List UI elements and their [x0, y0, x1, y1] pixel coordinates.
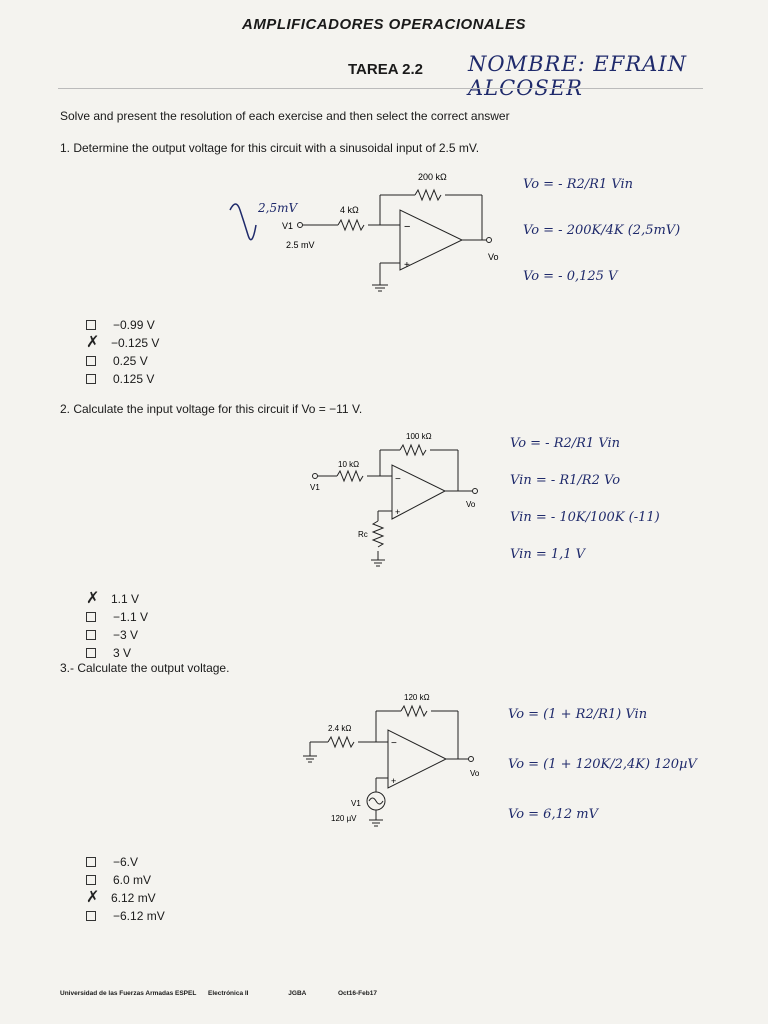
header-divider	[58, 88, 703, 89]
sine-source-icon	[230, 204, 256, 240]
checked-x-icon[interactable]: ✗	[86, 590, 100, 607]
q3-option-1[interactable]: 6.0 mV	[86, 871, 165, 889]
q1-text: 1. Determine the output voltage for this circuit with a sinusoidal input of 2.5 mV.	[60, 141, 480, 155]
footer	[60, 990, 377, 997]
footer-period: Oct16-Feb17	[337, 990, 377, 997]
q3-v1-label: V1	[351, 799, 361, 808]
q1-v1-label: V1	[282, 221, 294, 231]
page-title: AMPLIFICADORES OPERACIONALES	[241, 16, 526, 33]
q1-vo-label: Vo	[488, 252, 499, 262]
svg-text:−: −	[395, 474, 401, 485]
q1-option-1[interactable]: ✗ −0.125 V	[86, 334, 160, 351]
checkbox-icon[interactable]	[86, 374, 96, 384]
instructions: Solve and present the resolution of each exercise and then select the correct answer	[60, 109, 510, 123]
q1-r1-resistor	[338, 220, 364, 230]
q2-r1-resistor	[337, 471, 363, 481]
q2-r2-label: 100 kΩ	[406, 432, 432, 441]
q2-r1-label: 10 kΩ	[338, 460, 360, 469]
svg-text:+: +	[395, 507, 401, 517]
svg-text:−: −	[404, 221, 411, 233]
q3-vin-label: 120 µV	[331, 814, 357, 823]
q1-hand-voltage: 2,5mV	[258, 201, 298, 215]
q1-vin-label: 2.5 mV	[286, 240, 315, 250]
checked-x-icon[interactable]: ✗	[86, 889, 100, 906]
checkbox-icon[interactable]	[86, 857, 96, 867]
checkbox-icon[interactable]	[86, 612, 96, 622]
q3-option-0[interactable]: −6.V	[86, 853, 165, 871]
q3-option-3[interactable]: −6.12 mV	[86, 907, 165, 925]
q1-options	[86, 316, 159, 388]
checkbox-icon[interactable]	[86, 630, 96, 640]
student-name: NOMBRE: EFRAIN ALCOSER	[468, 52, 687, 100]
checkbox-icon[interactable]	[86, 320, 96, 330]
checkbox-icon[interactable]	[86, 911, 96, 921]
q3-r2-label: 120 kΩ	[404, 693, 430, 702]
q2-circuit-diagram	[300, 425, 500, 575]
footer-university: Universidad de las Fuerzas Armadas ESPEL	[60, 990, 197, 997]
q3-option-2[interactable]: ✗ 6.12 mV	[86, 889, 156, 906]
q1-option-2[interactable]: 0.25 V	[86, 352, 159, 370]
q3-r1-label: 2.4 kΩ	[328, 724, 352, 733]
q2-rc-resistor	[373, 521, 383, 547]
assignment-number: TAREA 2.2	[348, 61, 424, 78]
q1-r2-label: 200 kΩ	[418, 172, 447, 182]
q3-options	[86, 853, 165, 925]
checked-x-icon[interactable]: ✗	[86, 334, 100, 351]
q2-text: 2. Calculate the input voltage for this circuit if Vo = −11 V.	[60, 402, 363, 416]
svg-text:+: +	[404, 260, 410, 271]
svg-text:+: +	[391, 776, 397, 786]
q3-handwritten-work: Vo = (1 + R2/R1) Vin Vo = (1 + 120K/2,4K) 120µV Vo = 6,12 mV	[508, 707, 697, 822]
svg-text:−: −	[391, 738, 397, 749]
q1-option-3[interactable]: 0.125 V	[86, 370, 159, 388]
footer-course: Electrónica II	[208, 990, 249, 997]
q2-rc-label: Rc	[358, 530, 368, 539]
checkbox-icon[interactable]	[86, 356, 96, 366]
q3-circuit-diagram	[298, 688, 498, 833]
checkbox-icon[interactable]	[86, 875, 96, 885]
q1-r2-resistor	[415, 190, 441, 200]
q1-r1-label: 4 kΩ	[340, 205, 359, 215]
q2-option-3[interactable]: 3 V	[86, 644, 148, 662]
q3-text: 3.- Calculate the output voltage.	[60, 661, 230, 675]
checkbox-icon[interactable]	[86, 648, 96, 658]
q2-vo-label: Vo	[466, 500, 476, 509]
q2-option-2[interactable]: −3 V	[86, 626, 148, 644]
q2-option-0[interactable]: ✗ 1.1 V	[86, 590, 140, 607]
q1-handwritten-work: Vo = - R2/R1 Vin Vo = - 200K/4K (2,5mV) Vo = - 0,125 V	[523, 177, 681, 284]
footer-initials: JGBA	[288, 990, 307, 997]
q2-v1-label: V1	[310, 483, 320, 492]
q2-handwritten-work: Vo = - R2/R1 Vin Vin = - R1/R2 Vo Vin = - 10K/100K (-11) Vin = 1,1 V	[510, 436, 660, 562]
q3-vo-label: Vo	[470, 769, 480, 778]
q1-circuit-diagram	[220, 160, 520, 300]
q3-r2-resistor	[401, 706, 427, 716]
q2-options	[86, 590, 148, 662]
q2-option-1[interactable]: −1.1 V	[86, 608, 148, 626]
q2-r2-resistor	[400, 445, 426, 455]
q3-r1-resistor	[328, 737, 354, 747]
q1-option-0[interactable]: −0.99 V	[86, 316, 159, 334]
